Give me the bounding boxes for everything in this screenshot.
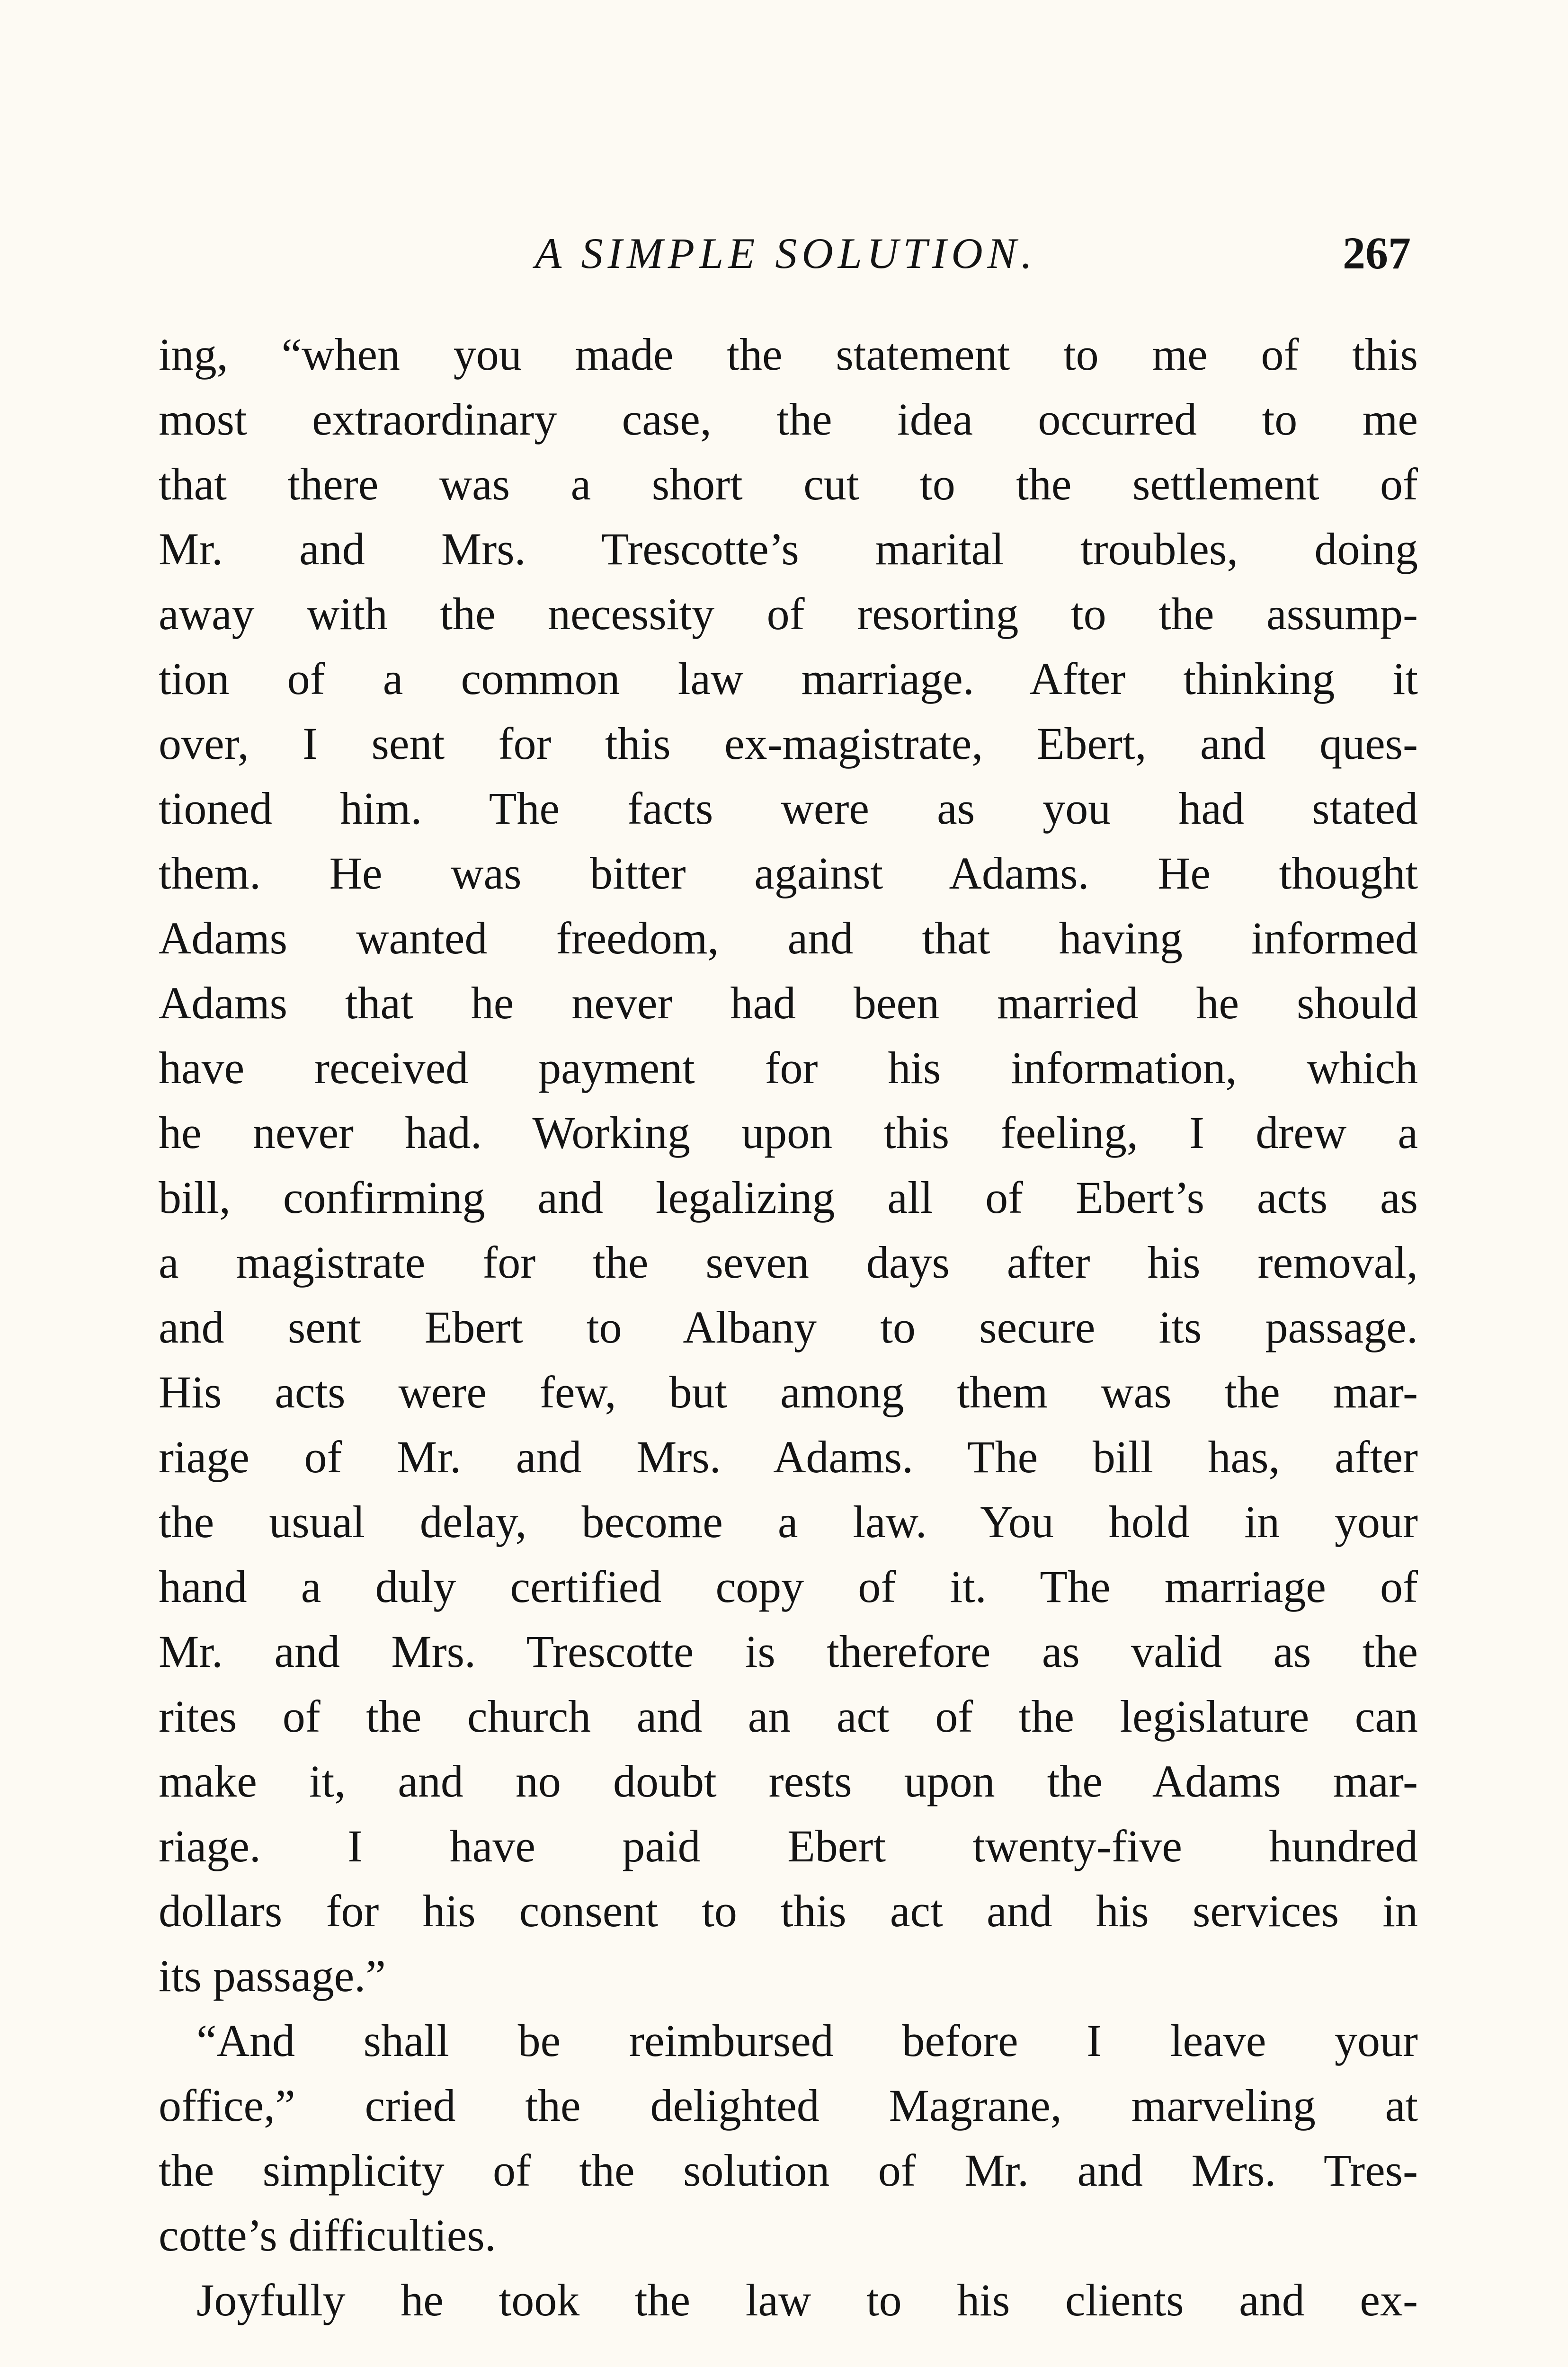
text-line: Mr. and Mrs. Trescotte is therefore as valid as the <box>159 1626 1418 1677</box>
text-line: away with the necessity of resorting to the assump- <box>159 588 1418 639</box>
text-line: rites of the church and an act of the legislature can <box>159 1691 1418 1742</box>
text-line: office,” cried the delighted Magrane, marveling at <box>159 2080 1418 2131</box>
text-line: “And shall be reimbursed before I leave your <box>196 2015 1418 2066</box>
text-line: cotte’s difficulties. <box>159 2210 496 2260</box>
text-line: tion of a common law marriage. After thinking it <box>159 653 1418 704</box>
text-line: a magistrate for the seven days after his removal, <box>159 1237 1418 1288</box>
text-line: riage of Mr. and Mrs. Adams. The bill has, after <box>159 1432 1418 1482</box>
text-line: His acts were few, but among them was the mar- <box>159 1367 1418 1417</box>
text-line: ing, “when you made the statement to me of this <box>159 329 1418 380</box>
text-line: have received payment for his information, which <box>159 1042 1418 1093</box>
text-line: and sent Ebert to Albany to secure its passage. <box>159 1302 1418 1353</box>
body-text <box>159 322 1418 2332</box>
text-line: over, I sent for this ex-magistrate, Ebert, and ques- <box>159 718 1418 769</box>
text-line: bill, confirming and legalizing all of Ebert’s acts as <box>159 1172 1418 1223</box>
text-line: them. He was bitter against Adams. He thought <box>159 848 1418 899</box>
text-line: tioned him. The facts were as you had stated <box>159 783 1418 834</box>
chapter-title: A SIMPLE SOLUTION. <box>535 229 1037 277</box>
text-line: make it, and no doubt rests upon the Adams mar- <box>159 1756 1418 1806</box>
text-line: most extraordinary case, the idea occurred to me <box>159 394 1418 445</box>
running-head <box>161 222 1411 284</box>
text-line: Adams that he never had been married he should <box>159 978 1418 1028</box>
text-line: the usual delay, become a law. You hold in your <box>159 1496 1418 1547</box>
text-line: that there was a short cut to the settlement of <box>159 459 1418 509</box>
text-line: he never had. Working upon this feeling, I drew a <box>159 1107 1418 1158</box>
page-number: 267 <box>1343 228 1411 278</box>
text-line: riage. I have paid Ebert twenty-five hundred <box>159 1821 1418 1871</box>
text-line: hand a duly certified copy of it. The marriage of <box>159 1561 1418 1612</box>
text-line: its passage.” <box>159 1950 386 2001</box>
text-line: Adams wanted freedom, and that having informed <box>159 913 1418 963</box>
text-line: Mr. and Mrs. Trescotte’s marital troubles, doing <box>159 524 1418 574</box>
text-line: the simplicity of the solution of Mr. and Mrs. Tres- <box>159 2145 1418 2196</box>
text-line: Joyfully he took the law to his clients and ex- <box>196 2275 1418 2325</box>
text-line: dollars for his consent to this act and his services in <box>159 1886 1418 1936</box>
